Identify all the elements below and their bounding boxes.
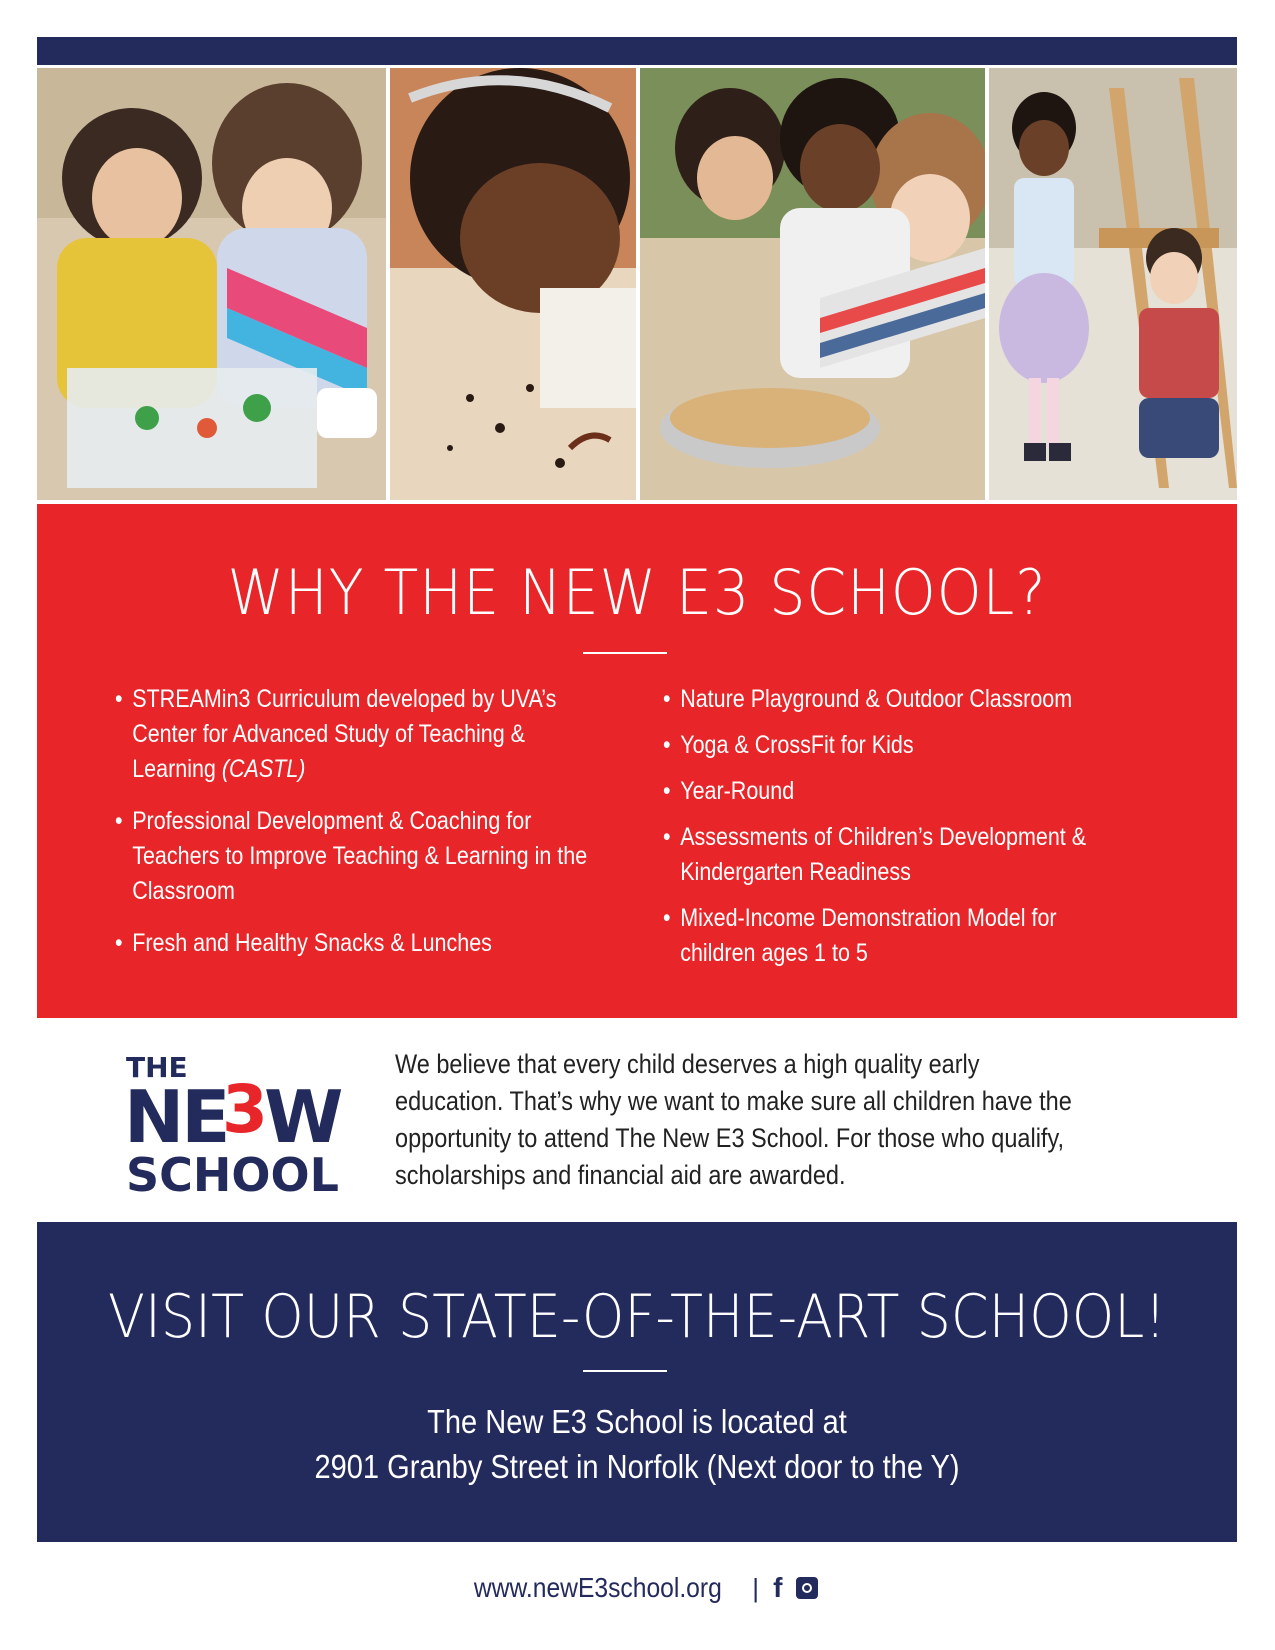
school-logo: [124, 1047, 364, 1197]
logo-the: THE: [126, 1051, 188, 1084]
footer-row: [457, 1572, 819, 1604]
list-item: • Yoga & CrossFit for Kids: [663, 728, 1132, 763]
address-line-2: 2901 Granby Street in Norfolk (Next door to the Y): [314, 1448, 960, 1485]
photo-strip: [37, 68, 1237, 500]
why-divider: [583, 652, 667, 654]
why-list-left: [115, 682, 588, 978]
list-item: • Year-Round: [663, 774, 1132, 809]
why-section: [37, 504, 1237, 1018]
visit-divider: [583, 1370, 667, 1372]
website-link[interactable]: www.newE3school.org: [473, 1572, 722, 1603]
list-item: • STREAMin3 Curriculum developed by UVA’s Center for Advanced Study of Teaching & Learning (CASTL): [115, 682, 588, 787]
logo-w: W: [264, 1075, 344, 1159]
visit-title: VISIT OUR STATE-OF-THE-ART SCHOOL!: [108, 1282, 1166, 1352]
visit-section: [37, 1222, 1237, 1542]
top-banner-bar: [37, 37, 1237, 65]
logo-ne: NE: [124, 1075, 228, 1159]
why-list-right: [663, 682, 1132, 982]
list-item: • Professional Development & Coaching for Teachers to Improve Teaching & Learning in the Classroom: [115, 804, 588, 909]
photo-children-sorting: [37, 68, 386, 500]
intro-paragraph: We believe that every child deserves a high quality early education. That’s why we want to make sure all children have the opportunity to attend The New E3 School. For those who qualify, scholarships and financial aid are awarded.: [395, 1049, 1072, 1190]
logo-school: SCHOOL: [126, 1148, 339, 1197]
list-item: • Mixed-Income Demonstration Model for children ages 1 to 5: [663, 901, 1132, 971]
why-title: WHY THE NEW E3 SCHOOL?: [227, 556, 1047, 629]
facebook-icon[interactable]: f: [773, 1572, 783, 1603]
list-item: • Nature Playground & Outdoor Classroom: [663, 682, 1132, 717]
footer-separator: |: [752, 1572, 760, 1603]
logo-three: 3: [222, 1071, 268, 1148]
address-line-1: The New E3 School is located at: [427, 1403, 847, 1440]
photo-child-exploring: [390, 68, 636, 500]
castl-emphasis: (CASTL): [221, 755, 306, 783]
instagram-icon[interactable]: [796, 1577, 818, 1599]
list-item: • Assessments of Children’s Development & Kindergarten Readiness: [663, 820, 1132, 890]
photo-children-sandbox: [640, 68, 985, 500]
footer: [0, 1572, 1275, 1616]
photo-children-easel: [989, 68, 1237, 500]
list-item: • Fresh and Healthy Snacks & Lunches: [115, 926, 588, 961]
